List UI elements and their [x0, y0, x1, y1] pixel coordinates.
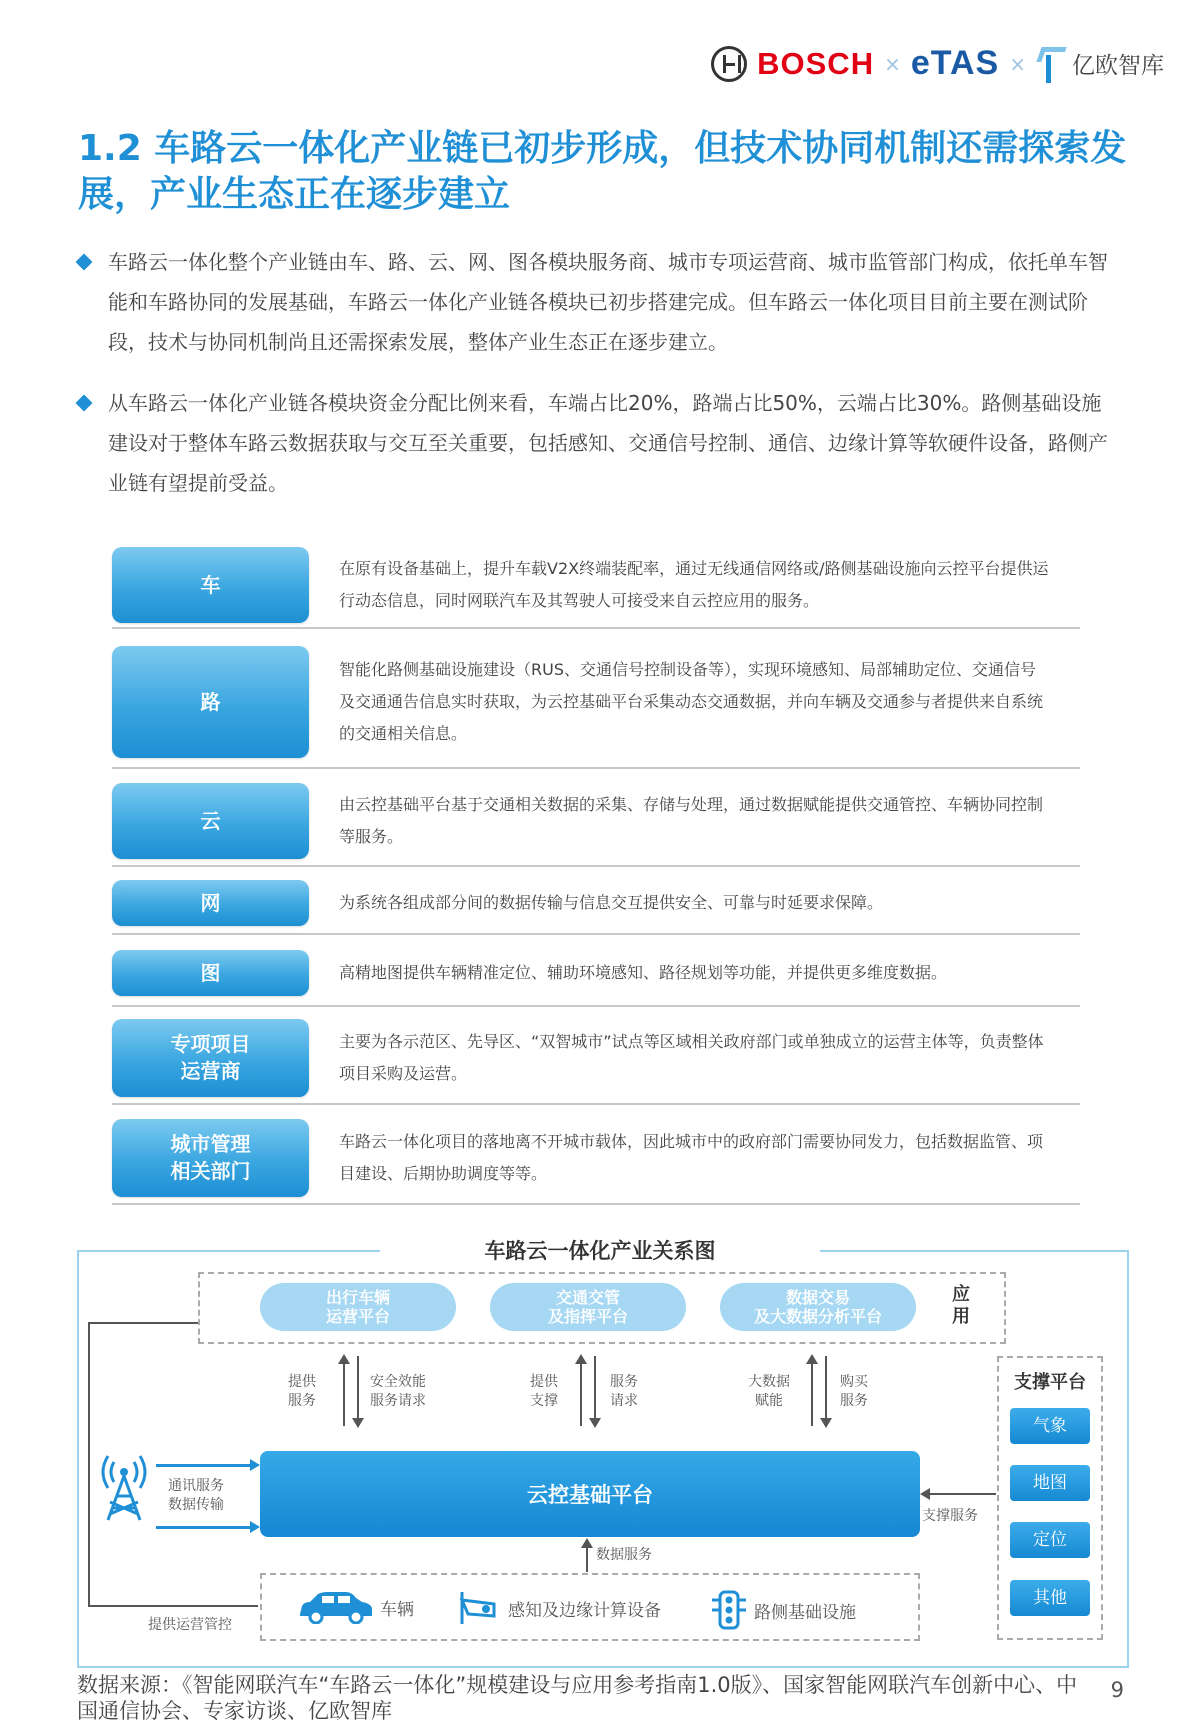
camera-icon: [458, 1590, 502, 1626]
module-description: 车路云一体化项目的落地离不开城市载体，因此城市中的政府部门需要协同发力，包括数据监管、项目建设、后期协助调度等等。: [339, 1132, 1044, 1183]
yiou-logo-text: 亿欧智库: [1072, 53, 1164, 79]
arrow-label: 提供 支撑: [530, 1374, 558, 1409]
down-arrow-icon: [594, 1356, 596, 1426]
up-arrow-icon: [811, 1356, 813, 1426]
yiou-logo-icon: [1036, 45, 1062, 83]
cloud-control-platform: 云控基础平台: [260, 1451, 920, 1537]
module-label: 城市管理 相关部门: [112, 1119, 309, 1197]
app-pill-data-platform: 数据交易 及大数据分析平台: [720, 1283, 916, 1331]
module-row: [112, 543, 1080, 629]
up-arrow-icon: [586, 1540, 588, 1572]
right-arrow-icon: [156, 1526, 256, 1529]
diagram-title: 车路云一体化产业关系图: [484, 1239, 716, 1263]
page-title: 1.2 车路云一体化产业链已初步形成，但技术协同机制还需探索发展，产业生态正在逐步建立: [78, 128, 1127, 215]
module-description: 智能化路侧基础设施建设（RUS、交通信号控制设备等），实现环境感知、局部辅助定位、交通信号及交通通告信息实时获取，为云控基础平台采集动态交通数据，并向车辆及交通参与者提供来自系统的交通相关信息。: [339, 660, 1044, 743]
module-label: 云: [112, 783, 309, 859]
module-description: 主要为各示范区、先导区、“双智城市”试点等区域相关政府部门或单独成立的运营主体等，负责整体项目采购及运营。: [339, 1032, 1044, 1083]
diamond-bullet-icon: [76, 395, 93, 412]
bullet-paragraph: [78, 383, 1118, 503]
module-row: [112, 637, 1080, 769]
module-label: 专项项目 运营商: [112, 1019, 309, 1097]
etas-logo-text: eTAS: [910, 44, 1000, 82]
data-source: 数据来源：《智能网联汽车“车路云一体化”规模建设与应用参考指南1.0版》、国家智能网联汽车创新中心、中国通信协会、专家访谈、亿欧智库: [77, 1673, 1078, 1723]
logo-separator: ×: [1009, 51, 1026, 76]
module-description: 由云控基础平台基于交通相关数据的采集、存储与处理，通过数据赋能提供交通管控、车辆协同控制等服务。: [339, 795, 1044, 846]
page-number: 9: [1110, 1678, 1124, 1702]
device-label: 路侧基础设施: [754, 1602, 856, 1623]
arrow-label: 安全效能 服务请求: [370, 1374, 426, 1409]
antenna-tower-icon: [98, 1452, 150, 1524]
ops-control-label: 提供运营管控: [148, 1617, 232, 1633]
car-icon: [296, 1590, 374, 1624]
arrow-label: 提供 服务: [288, 1374, 316, 1409]
module-label: 车: [112, 547, 309, 623]
device-vehicle: [296, 1590, 414, 1624]
arrow-label: 服务 请求: [610, 1374, 638, 1409]
module-label: 路: [112, 646, 309, 758]
header-logos: [711, 44, 1164, 83]
device-sensor: [458, 1590, 661, 1626]
bosch-logo-icon: [711, 46, 747, 82]
down-arrow-icon: [357, 1356, 359, 1426]
device-roadside: [710, 1590, 856, 1630]
device-label: 车辆: [380, 1599, 414, 1620]
module-description: 为系统各组成部分间的数据传输与信息交互提供安全、可靠与时延要求保障。: [339, 893, 884, 912]
up-arrow-icon: [343, 1356, 345, 1426]
module-row: [112, 941, 1080, 1007]
module-row: [112, 873, 1080, 935]
device-label: 感知及边缘计算设备: [508, 1600, 661, 1621]
module-label: 网: [112, 880, 309, 926]
comm-label: 通讯服务 数据传输: [168, 1478, 224, 1513]
support-platform-title: 支撑平台: [1014, 1372, 1086, 1393]
module-row: [112, 1113, 1080, 1205]
bullet-text: 从车路云一体化产业链各模块资金分配比例来看，车端占比20%，路端占比50%，云端占比30%。路侧基础设施建设对于整体车路云数据获取与交互至关重要，包括感知、交通信号控制、通信、边缘计算等软硬件设备，路侧产业链有望提前受益。: [108, 391, 1108, 495]
app-pill-fleet-platform: 出行车辆 运营平台: [260, 1283, 456, 1331]
diamond-bullet-icon: [76, 254, 93, 271]
module-row: [112, 777, 1080, 867]
bullet-paragraph: [78, 242, 1118, 362]
down-arrow-icon: [825, 1356, 827, 1426]
arrow-label: 购买 服务: [840, 1374, 868, 1409]
module-description: 在原有设备基础上，提升车载V2X终端装配率，通过无线通信网络或/路侧基础设施向云控平台提供运行动态信息，同时网联汽车及其驾驶人可接受来自云控应用的服务。: [339, 559, 1049, 610]
module-description: 高精地图提供车辆精准定位、辅助环境感知、路径规划等功能，并提供更多维度数据。: [339, 963, 948, 982]
data-service-label: 数据服务: [596, 1547, 652, 1563]
support-item-map: 地图: [1010, 1465, 1090, 1501]
logo-separator: ×: [884, 51, 901, 76]
arrow-label: 大数据 赋能: [748, 1374, 790, 1409]
traffic-light-icon: [710, 1590, 748, 1630]
right-arrow-icon: [156, 1464, 256, 1467]
module-table: [112, 543, 1080, 1205]
support-item-other: 其他: [1010, 1580, 1090, 1616]
left-arrow-icon: [926, 1493, 996, 1495]
up-arrow-icon: [580, 1356, 582, 1426]
application-tag: 应用: [952, 1284, 970, 1327]
support-item-positioning: 定位: [1010, 1522, 1090, 1558]
module-label: 图: [112, 950, 309, 996]
support-item-weather: 气象: [1010, 1408, 1090, 1444]
bosch-logo-text: BOSCH: [757, 45, 875, 81]
app-pill-traffic-platform: 交通交管 及指挥平台: [490, 1283, 686, 1331]
support-service-label: 支撑服务: [922, 1508, 978, 1524]
bullet-text: 车路云一体化整个产业链由车、路、云、网、图各模块服务商、城市专项运营商、城市监管部门构成，依托单车智能和车路协同的发展基础，车路云一体化产业链各模块已初步搭建完成。但车路云一体化项目目前主要在测试阶段，技术与协同机制尚且还需探索发展，整体产业生态正在逐步建立。: [108, 250, 1108, 354]
module-row: [112, 1013, 1080, 1105]
